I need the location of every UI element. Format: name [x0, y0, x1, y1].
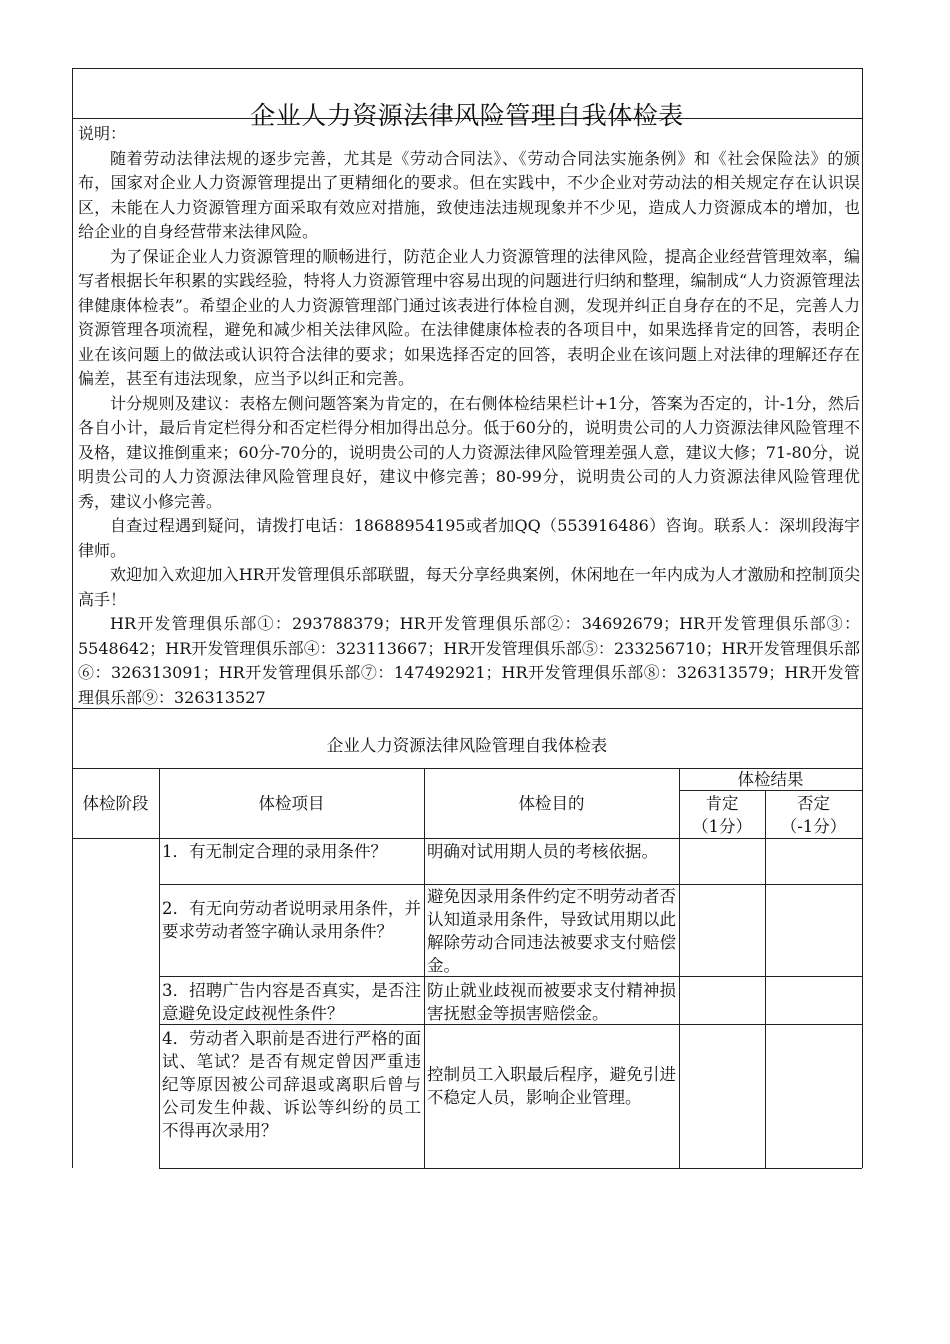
item-column-divider — [424, 768, 425, 1168]
intro-paragraph: 计分规则及建议：表格左侧问题答案为肯定的，在右侧体检结果栏计+1分，答案为否定的，计-1分，然后各自小计，最后肯定栏得分和否定栏得分相加得出总分。低于60分的，说明贵公司的人力资源法律风险管理不及格，建议推倒重来；60分-70分的，说明贵公司的人力资源法律风险管理差强人意，建议大修；71-80分，说明贵公司的人力资源法律风险管理良好，建议中修完善；80-99分，说明贵公司的人力资源法律风险管理优秀，建议小修完善。 — [78, 393, 860, 511]
row-item: 1．有无制定合理的录用条件？ — [162, 842, 387, 861]
header-purpose: 体检目的 — [518, 794, 585, 813]
row-item: 3．招聘广告内容是否真实，是否注意避免设定歧视性条件？ — [162, 981, 421, 1023]
row-item: 4．劳动者入职前是否进行严格的面试、笔试？是否有规定曾因严重违纪等原因被公司辞退或离职后曾与公司发生仲裁、诉讼等纠纷的员工不得再次录用？ — [162, 1029, 421, 1140]
yes-no-divider — [765, 790, 766, 1168]
intro-paragraph: 随着劳动法律法规的逐步完善，尤其是《劳动合同法》、《劳动合同法实施条例》和《社会保险法》的颁布，国家对企业人力资源管理提出了更精细化的要求。但在实践中，不少企业对劳动法的相关规定存在认识误区，未能在人力资源管理方面采取有效应对措施，致使违法违规现象并不少见，造成人力资源成本的增加，也给企业的自身经营带来法律风险。 — [78, 148, 860, 241]
header-yes: 肯定 — [705, 794, 739, 813]
row-purpose: 避免因录用条件约定不明劳动者否认知道录用条件，导致试用期以此解除劳动合同违法被要求支付赔偿金。 — [427, 887, 676, 975]
row4-bottom-border — [159, 1168, 862, 1169]
header-item: 体检项目 — [258, 794, 325, 813]
header-no: 否定 — [797, 794, 830, 813]
frame-right-border — [862, 68, 863, 1168]
club-list: HR开发管理俱乐部①：293788379；HR开发管理俱乐部②：34692679；HR开发管理俱乐部③：5548642；HR开发管理俱乐部④：323113667；HR开发管理俱乐部⑤：233256710；HR开发管理俱乐部⑥：326313091；HR开发管理俱乐部⑦：147492921；HR开发管理俱乐部⑧：326313579；HR开发管理俱乐部⑨：326313527 — [78, 614, 860, 707]
header-no-score: （-1分） — [780, 817, 847, 836]
header-yes-score: （1分） — [692, 817, 752, 836]
page-title: 企业人力资源法律风险管理自我体检表 — [250, 101, 684, 130]
frame-top-border — [72, 68, 862, 69]
intro-paragraph: 为了保证企业人力资源管理的顺畅进行，防范企业人力资源管理的法律风险，提高企业经营管理效率，编写者根据长年积累的实践经验，特将人力资源管理中容易出现的问题进行归纳和整理，编制成“人力资源管理法律健康体检表”。希望企业的人力资源管理部门通过该表进行体检自测，发现并纠正自身存在的不足，完善人力资源管理各项流程，避免和减少相关法律风险。在法律健康体检表的各项目中，如果选择肯定的回答，表明企业在该问题上的做法或认识符合法律的要求；如果选择否定的回答，表明企业在该问题上对法律的理解还存在偏差，甚至有违法现象，应当予以纠正和完善。 — [78, 246, 860, 388]
header-result: 体检结果 — [737, 770, 804, 789]
intro-paragraph: 自查过程遇到疑问，请拨打电话：18688954195或者加QQ（553916486）咨询。联系人：深圳段海宇律师。 — [78, 516, 860, 560]
table-title: 企业人力资源法律风险管理自我体检表 — [326, 736, 608, 755]
row-purpose: 防止就业歧视而被要求支付精神损害抚慰金等损害赔偿金。 — [427, 981, 676, 1023]
intro-label: 说明： — [78, 124, 127, 143]
row-item: 2．有无向劳动者说明录用条件，并要求劳动者签字确认录用条件？ — [162, 899, 421, 941]
intro-paragraph: 欢迎加入欢迎加入HR开发管理俱乐部联盟，每天分享经典案例，休闲地在一年内成为人才激励和控制顶尖高手！ — [78, 565, 860, 609]
frame-left-border — [72, 68, 73, 1168]
row-purpose: 控制员工入职最后程序，避免引进不稳定人员，影响企业管理。 — [427, 1065, 676, 1107]
header-stage: 体检阶段 — [82, 794, 149, 813]
intro-section — [78, 122, 860, 710]
stage-column-divider — [159, 768, 160, 1168]
header-bottom-border — [72, 838, 862, 839]
row-purpose: 明确对试用期人员的考核依据。 — [427, 842, 658, 861]
